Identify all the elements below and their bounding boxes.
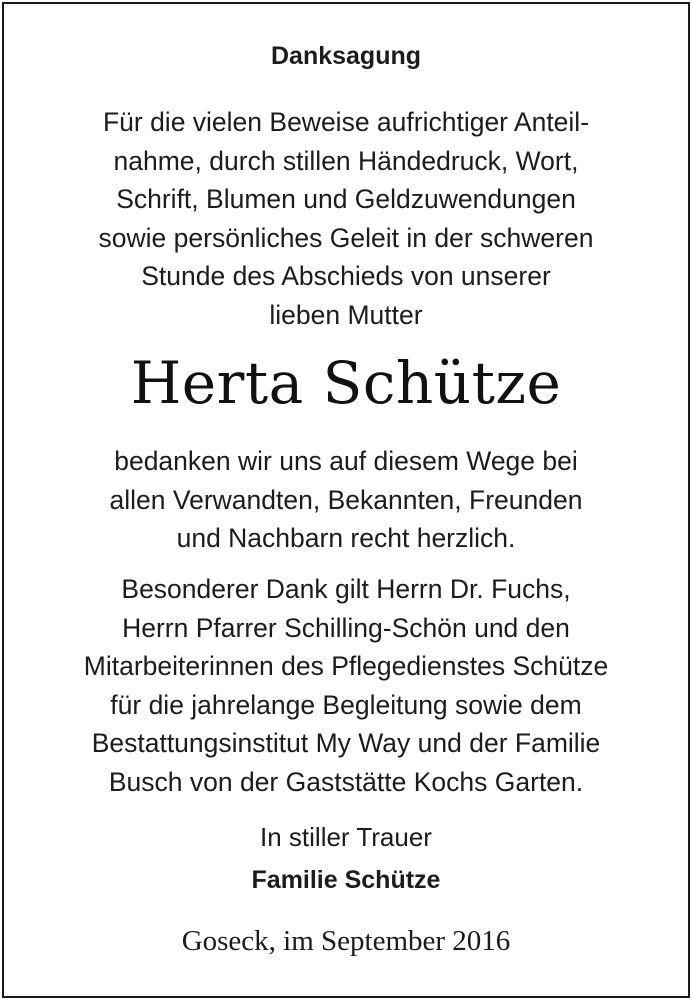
special-thanks-paragraph: [4, 570, 688, 801]
place-date: Goseck, im September 2016: [181, 925, 511, 957]
intro-line: Für die vielen Beweise aufrichtiger Anteil-: [102, 107, 590, 137]
special-thanks-line: für die jahrelange Begleitung sowie dem: [110, 689, 582, 720]
special-thanks-line: Herrn Pfarrer Schilling-Schön und den: [122, 612, 570, 643]
intro-line: nahme, durch stillen Händedruck, Wort,: [113, 145, 579, 176]
notice-content: [4, 4, 688, 996]
mourning-line: In stiller Trauer: [260, 822, 432, 852]
notice-heading: Danksagung: [270, 42, 422, 70]
special-thanks-line: Busch von der Gaststätte Kochs Garten.: [108, 766, 584, 797]
special-thanks-line: Mitarbeiterinnen des Pflegedienstes Schütze: [83, 651, 609, 681]
thanks-line: und Nachbarn recht herzlich.: [176, 523, 516, 553]
thanks-line: bedanken wir uns auf diesem Wege bei: [114, 446, 578, 476]
special-thanks-line: Bestattungsinstitut My Way und der Familie: [91, 728, 601, 758]
family-signature: Familie Schütze: [251, 866, 441, 894]
deceased-name: Herta Schütze: [130, 349, 562, 417]
intro-line: Schrift, Blumen und Geldzuwendungen: [116, 184, 576, 214]
thanks-paragraph: [4, 442, 688, 558]
thanks-line: allen Verwandten, Bekannten, Freunden: [109, 484, 583, 515]
special-thanks-line: Besonderer Dank gilt Herrn Dr. Fuchs,: [121, 574, 571, 604]
notice-frame: [2, 2, 690, 998]
intro-line: lieben Mutter: [269, 299, 423, 330]
intro-line: sowie persönliches Geleit in der schweren: [98, 222, 594, 253]
intro-line: Stunde des Abschieds von unserer: [141, 261, 551, 291]
intro-paragraph: [4, 103, 688, 334]
